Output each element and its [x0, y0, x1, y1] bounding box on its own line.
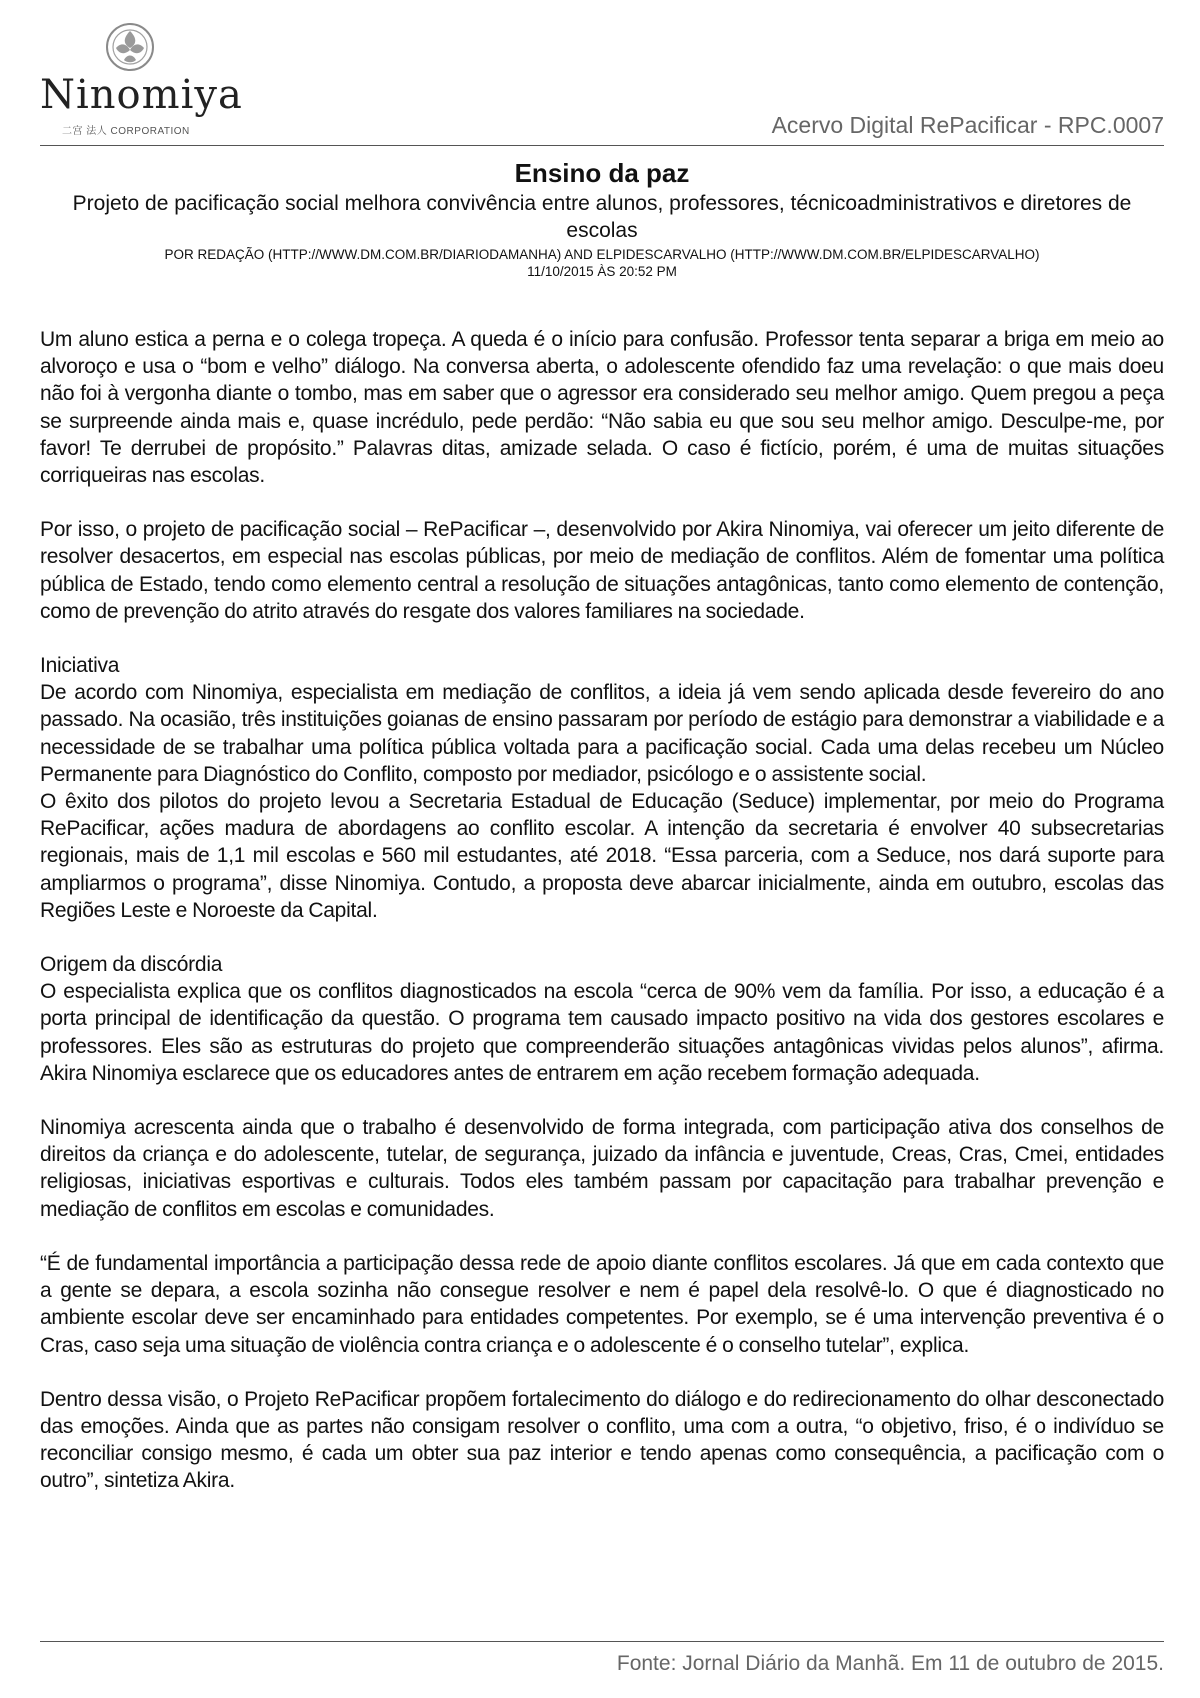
- paragraph: O êxito dos pilotos do projeto levou a Secretaria Estadual de Educação (Seduce) implementar, por meio do Programa RePacificar, ações madura de abordagens ao conflito escolar. A intenção da secretaria é envolver 40 subsecretarias regionais, mais de 1,1 mil escolas e 560 mil estudantes, até 2018. “Essa parceria, com a Seduce, nos dará suporte para ampliarmos o programa”, disse Ninomiya. Contudo, a proposta deve abarcar inicialmente, ainda em outubro, escolas das Regiões Leste e Noroeste da Capital.: [40, 790, 1164, 922]
- article-title: Ensino da paz: [514, 158, 690, 188]
- article-body: [40, 326, 1164, 1495]
- footer-divider: [40, 1641, 1164, 1642]
- source-credit: Fonte: Jornal Diário da Manhã. Em 11 de outubro de 2015.: [616, 1652, 1164, 1675]
- archive-label: Acervo Digital RePacificar - RPC.0007: [771, 112, 1164, 138]
- article-date: 11/10/2015 ÀS 20:52 PM: [527, 264, 677, 279]
- paragraph: Dentro dessa visão, o Projeto RePacificar propõem fortalecimento do diálogo e do redirecionamento do olhar desconectado das emoções. Ainda que as partes não consigam resolver o conflito, uma com a outra, “o objetivo, friso, é o indivíduo se reconciliar consigo mesmo, é cada um obter sua paz interior e tendo apenas como consequência, a pacificação com o outro”, sintetiza Akira.: [40, 1387, 1164, 1493]
- title-block: [40, 158, 1164, 280]
- section-heading: Origem da discórdia: [40, 953, 223, 977]
- article-byline: POR REDAÇÃO (HTTP://WWW.DM.COM.BR/DIARIODAMANHA) AND ELPIDESCARVALHO (HTTP://WWW.DM.COM.BR/ELPIDESCARVALHO): [164, 247, 1040, 262]
- paragraph: “É de fundamental importância a participação dessa rede de apoio diante conflitos escolares. Já que em cada contexto que a gente se depara, a escola sozinha não consegue resolver e nem é papel dela resolvê-lo. O que é diagnosticado no ambiente escolar deve ser encaminhado para entidades competentes. Por exemplo, se é uma intervenção preventiva é o Cras, caso seja uma situação de violência contra criança e o adolescente é o conselho tutelar”, explica.: [40, 1251, 1164, 1357]
- paragraph: Um aluno estica a perna e o colega tropeça. A queda é o início para confusão. Professor tenta separar a briga em meio ao alvoroço e usa o “bom e velho” diálogo. Na conversa aberta, o adolescente ofendido faz uma revelação: o que mais doeu não foi à vergonha diante o tombo, mas em saber que o agressor era considerado seu melhor amigo. Quem pregou a peça se surpreende ainda mais e, quase incrédulo, pede perdão: “Não sabia eu que sou seu melhor amigo. Desculpe-me, por favor! Te derrubei de propósito.” Palavras ditas, amizade selada. O caso é fictício, porém, é uma de muitas situações corriqueiras nas escolas.: [40, 328, 1164, 488]
- paragraph: O especialista explica que os conflitos diagnosticados na escola “cerca de 90% vem da família. Por isso, a educação é a porta principal de identificação da questão. O programa tem causado impacto positivo na vida dos gestores escolares e professores. Eles são as estruturas do projeto que compreenderão situações antagônicas vividas pelos alunos”, afirma. Akira Ninomiya esclarece que os educadores antes de entrarem em ação recebem formação adequada.: [40, 980, 1164, 1085]
- ninomiya-logo: [40, 22, 243, 142]
- paragraph: Ninomiya acrescenta ainda que o trabalho é desenvolvido de forma integrada, com participação ativa dos conselhos de direitos da criança e do adolescente, tutelar, de segurança, juizado da infância e juventude, Creas, Cras, Cmei, entidades religiosas, iniciativas esportivas e culturais. Todos eles também passam por capacitação para trabalhar prevenção e mediação de conflitos em escolas e comunidades.: [40, 1116, 1164, 1221]
- logo-wordmark: Ninomiya: [40, 72, 243, 118]
- article-subtitle: Projeto de pacificação social melhora convivência entre alunos, professores, técnicoadministrativos e diretores de escolas: [72, 192, 1132, 242]
- header-divider: [40, 145, 1164, 146]
- paragraph: De acordo com Ninomiya, especialista em mediação de conflitos, a ideia já vem sendo aplicada desde fevereiro do ano passado. Na ocasião, três instituições goianas de ensino passaram por período de estágio para demonstrar a viabilidade e a necessidade de se trabalhar uma política pública voltada para a pacificação social. Cada uma delas recebeu um Núcleo Permanente para Diagnóstico do Conflito, composto por mediador, psicólogo e o assistente social.: [40, 681, 1164, 786]
- logo-subtitle: 二宫 法人 CORPORATION: [62, 126, 190, 137]
- ninomiya-emblem-icon: [105, 22, 155, 72]
- section-heading: Iniciativa: [40, 654, 120, 678]
- paragraph: Por isso, o projeto de pacificação social – RePacificar –, desenvolvido por Akira Ninomiya, vai oferecer um jeito diferente de resolver desacertos, em especial nas escolas públicas, por meio de mediação de conflitos. Além de fomentar uma política pública de Estado, tendo como elemento central a resolução de situações antagônicas, tanto como elemento de contenção, como de prevenção do atrito através do resgate dos valores familiares na sociedade.: [40, 518, 1164, 623]
